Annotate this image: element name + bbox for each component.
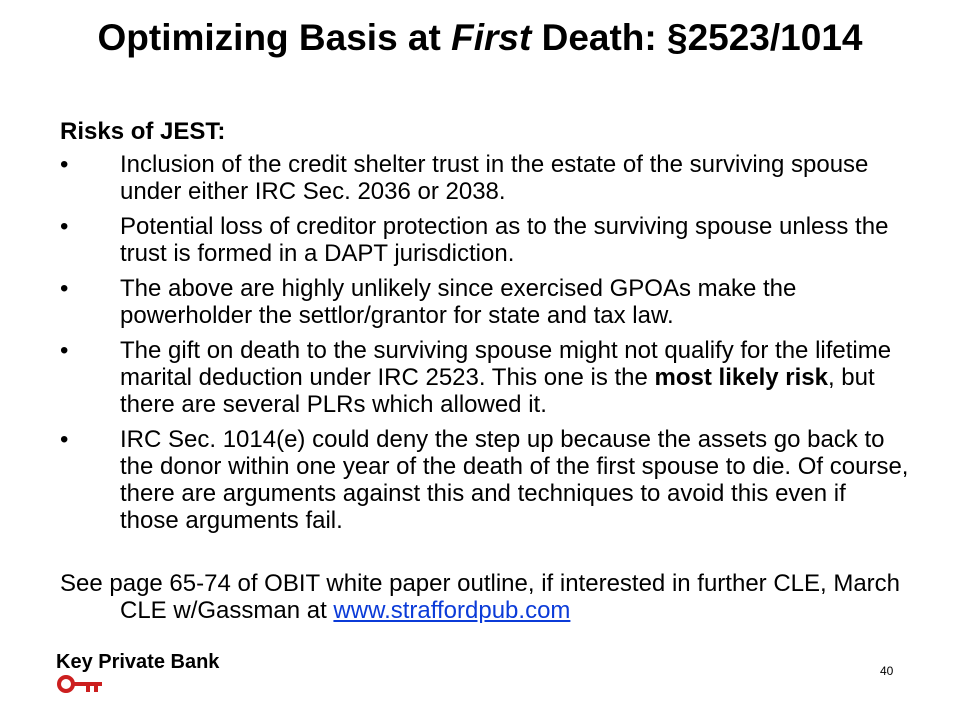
title-text-pre: Optimizing Basis at (97, 17, 452, 58)
page-number: 40 (880, 664, 894, 678)
risks-heading: Risks of JEST: (60, 118, 226, 145)
list-item (60, 337, 910, 418)
bullet-marker: • (60, 426, 69, 453)
strafford-link[interactable]: www.straffordpub.com (333, 597, 571, 624)
key-icon (56, 674, 116, 696)
list-item (60, 426, 910, 534)
title-text-emphasis: First (451, 17, 532, 58)
bullet-text: Inclusion of the credit shelter trust in the estate of the surviving spouse under either IRC Sec. 2036 or 2038. (120, 151, 869, 205)
slide-body (60, 118, 910, 624)
bullet-text-post: , but there are several PLRs which allowed it. (120, 364, 875, 418)
reference-note (60, 570, 910, 624)
bullet-text: The above are highly unlikely since exercised GPOAs make the powerholder the settlor/grantor for state and tax law. (120, 275, 797, 329)
list-item (60, 275, 910, 329)
logo-wordmark: Key Private Bank (56, 651, 220, 673)
reference-text: See page 65-74 of OBIT white paper outline, if interested in further CLE, March CLE w/Gassman at (60, 570, 901, 624)
title-text-post: Death: §2523/1014 (531, 17, 863, 58)
list-item (60, 213, 910, 267)
bullet-marker: • (60, 337, 69, 364)
bullet-marker: • (60, 213, 69, 240)
bullet-text: IRC Sec. 1014(e) could deny the step up because the assets go back to the donor within one year of the death of the first spouse to die. Of course, there are arguments against this and techniques to avoid this even if those arguments fail. (120, 426, 909, 534)
bullet-marker: • (60, 275, 69, 302)
key-private-bank-logo (56, 650, 246, 696)
bullet-text: Potential loss of creditor protection as to the surviving spouse unless the trust is formed in a DAPT jurisdiction. (120, 213, 889, 267)
bullet-text-pre: The gift on death to the surviving spouse might not qualify for the lifetime marital deduction under IRC 2523. This one is the (120, 337, 892, 391)
slide-title (0, 14, 960, 62)
list-item (60, 151, 910, 205)
bullet-marker: • (60, 151, 69, 178)
risk-list (60, 151, 910, 534)
bullet-text-bold: most likely risk (654, 364, 828, 391)
